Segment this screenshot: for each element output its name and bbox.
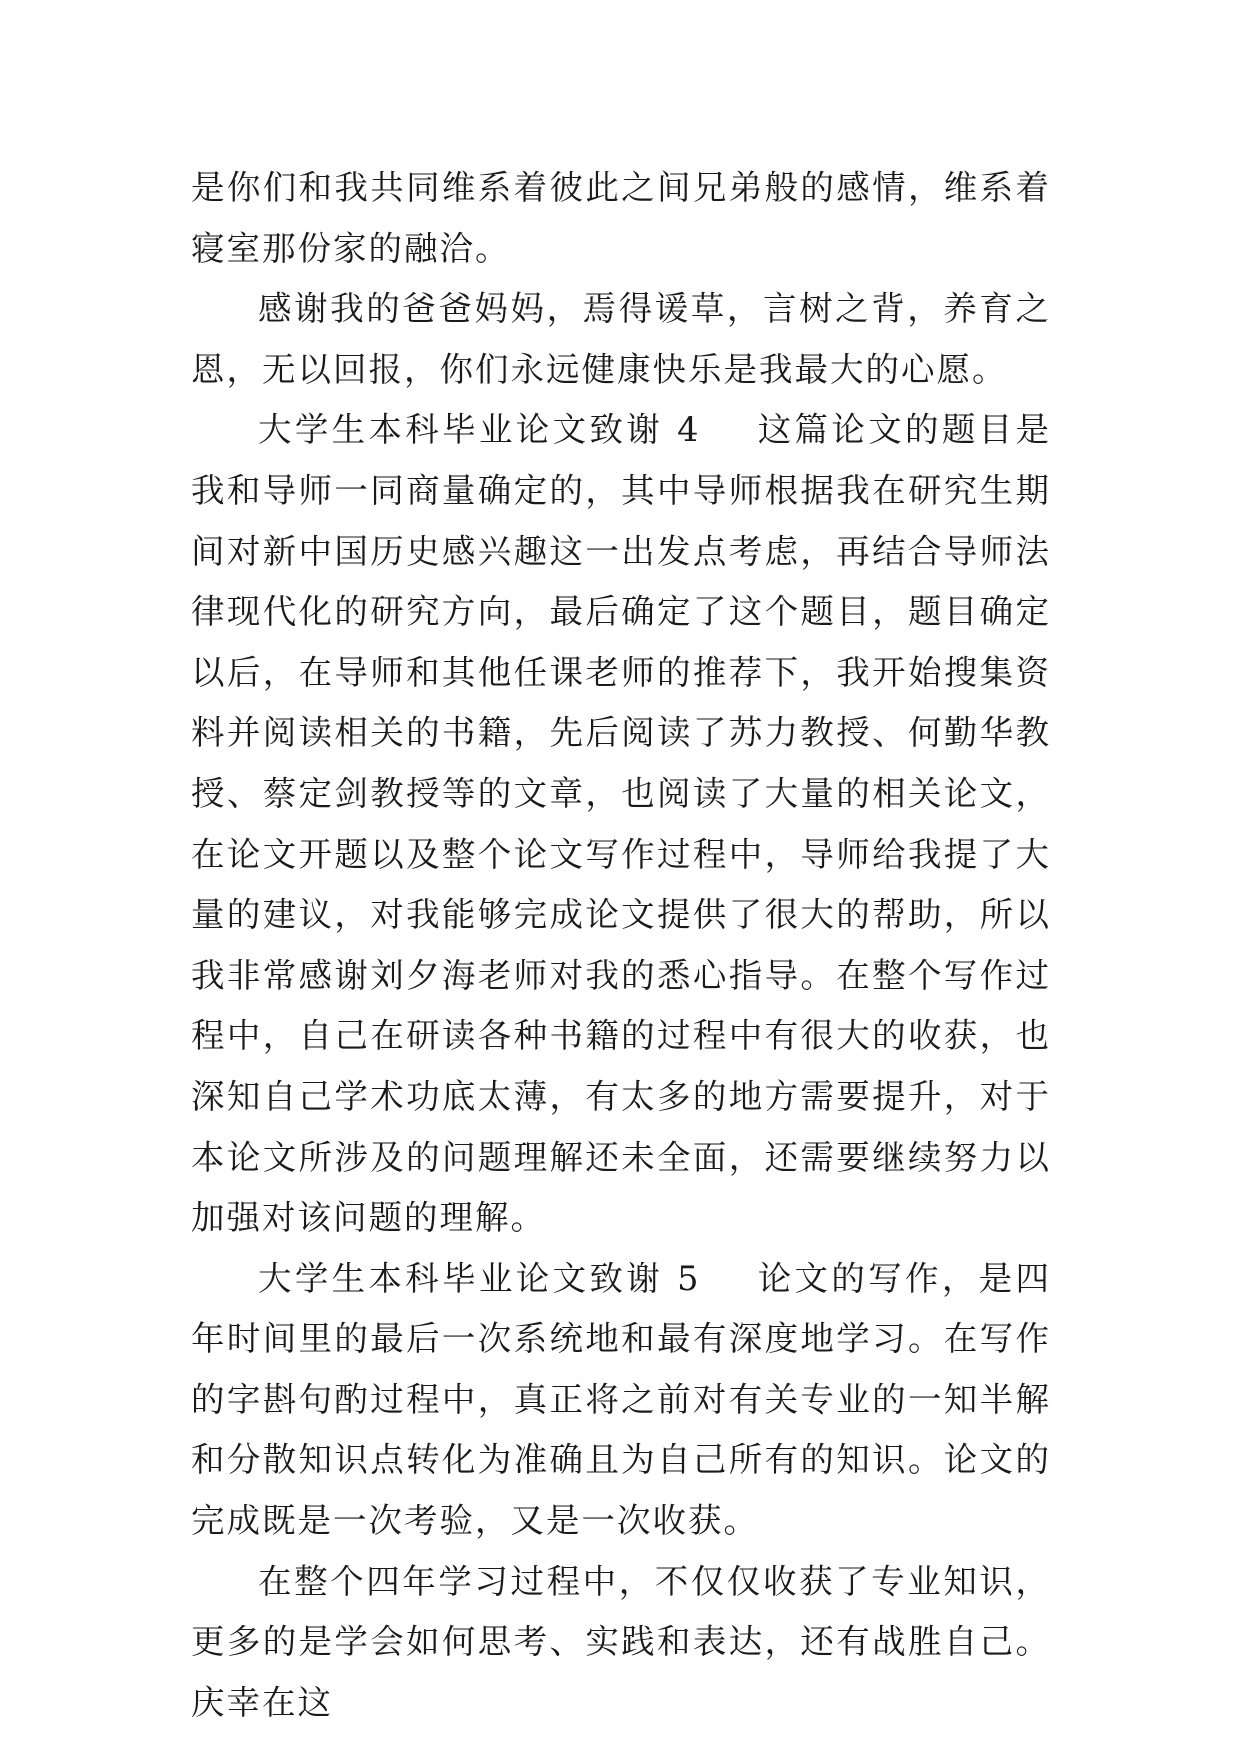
paragraph-acknowledgement-4 [191, 400, 1051, 1248]
paragraph-text: 感谢我的爸爸妈妈，焉得谖草，言树之背，养育之恩，无以回报，你们永远健康快乐是我最大的心愿。 [191, 289, 1051, 389]
paragraph-text: 这篇论文的题目是我和导师一同商量确定的，其中导师根据我在研究生期间对新中国历史感兴趣这一出发点考虑，再结合导师法律现代化的研究方向，最后确定了这个题目，题目确定以后，在导师和其他任课老师的推荐下，我开始搜集资料并阅读相关的书籍，先后阅读了苏力教授、何勤华教授、蔡定剑教授等的文章，也阅读了大量的相关论文，在论文开题以及整个论文写作过程中，导师给我提了大量的建议，对我能够完成论文提供了很大的帮助，所以我非常感谢刘夕海老师对我的悉心指导。在整个写作过程中，自己在研读各种书籍的过程中有很大的收获，也深知自己学术功底太薄，有太多的地方需要提升，对于本论文所涉及的问题理解还未全面，还需要继续努力以加强对该问题的理解。 [191, 410, 1052, 1238]
paragraph-four-years [191, 1552, 1051, 1734]
paragraph-text: 是你们和我共同维系着彼此之间兄弟般的感情，维系着寝室那份家的融洽。 [191, 168, 1051, 268]
document-body [191, 158, 1051, 1733]
section-heading: 大学生本科毕业论文致谢 4 [258, 410, 701, 450]
paragraph-acknowledgement-5 [191, 1249, 1051, 1552]
paragraph-text: 在整个四年学习过程中，不仅仅收获了专业知识，更多的是学会如何思考、实践和表达，还有战胜自己。庆幸在这 [191, 1561, 1051, 1722]
paragraph-text: 论文的写作，是四年时间里的最后一次系统地和最有深度地学习。在写作的字斟句酌过程中，真正将之前对有关专业的一知半解和分散知识点转化为准确且为自己所有的知识。论文的完成既是一次考验，又是一次收获。 [191, 1258, 1052, 1541]
paragraph-continuation [191, 158, 1051, 279]
section-heading: 大学生本科毕业论文致谢 5 [258, 1258, 701, 1298]
paragraph-parents-thanks [191, 279, 1051, 400]
